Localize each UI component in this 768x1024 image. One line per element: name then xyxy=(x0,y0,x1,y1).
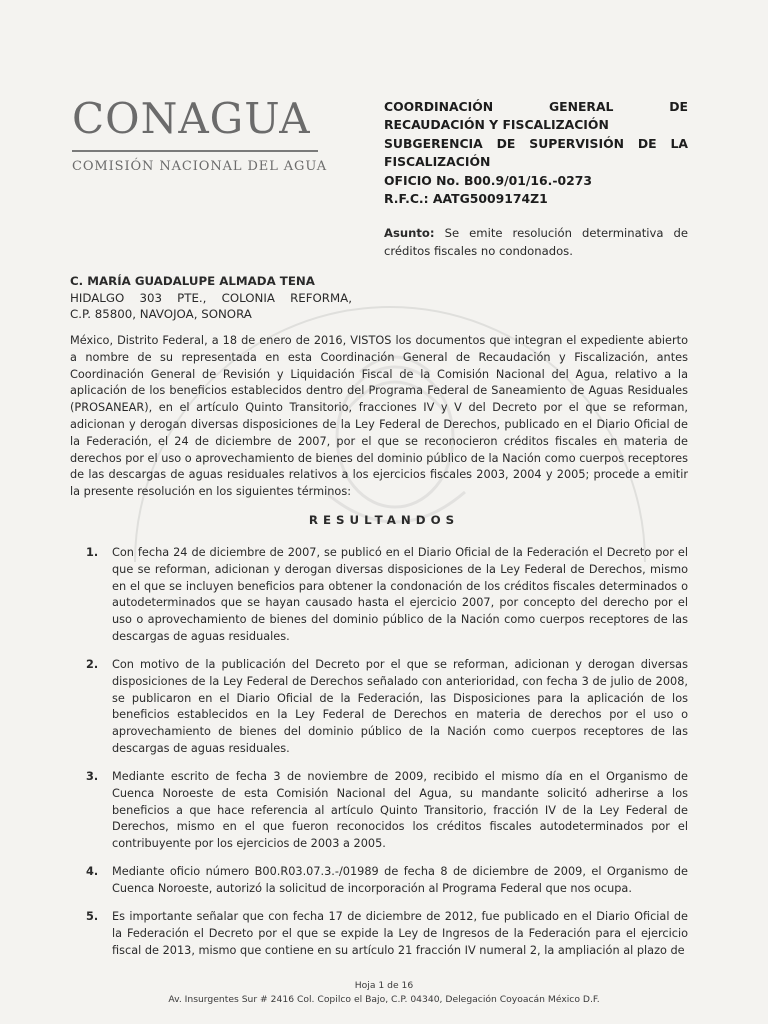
item-number: 2. xyxy=(86,658,99,671)
item-number: 4. xyxy=(86,865,99,878)
addressee-address-2: C.P. 85800, NAVOJOA, SONORA xyxy=(70,307,252,321)
subject-text: Se emite resolución determinativa de créditos fiscales no condonados. xyxy=(384,226,689,258)
conagua-logo: CONAGUA xyxy=(72,94,311,143)
logo-subtitle: COMISIÓN NACIONAL DEL AGUA xyxy=(72,159,328,174)
rfc: R.F.C.: AATG5009174Z1 xyxy=(384,191,548,207)
section-title: RESULTANDOS xyxy=(308,513,460,527)
footer-address: Av. Insurgentes Sur # 2416 Col. Copilco el Bajo, C.P. 04340, Delegación Coyoacán México D.F. xyxy=(168,994,600,1005)
item-text: Es importante señalar que con fecha 17 de diciembre de 2012, fue publicado en el Diario Oficial de la Federación el Decreto por el que se expide la Ley de Ingresos de la Federación para el ejercicio fiscal de 2013, mismo que contiene en su artículo 21 fracción IV numeral 2, la ampliación al plazo de xyxy=(112,910,688,957)
item-number: 5. xyxy=(86,910,99,923)
addressee-address-1: HIDALGO 303 PTE., COLONIA REFORMA, xyxy=(70,290,352,305)
header-line-2: RECAUDACIÓN Y FISCALIZACIÓN xyxy=(384,117,609,133)
header-line-4: FISCALIZACIÓN xyxy=(384,154,491,170)
subject-label: Asunto: xyxy=(384,226,435,240)
document-header xyxy=(384,98,688,208)
oficio-number: OFICIO No. B00.9/01/16.-0273 xyxy=(384,172,592,188)
item-text: Mediante escrito de fecha 3 de noviembre de 2009, recibido el mismo día en el Organismo de Cuenca Noroeste de esta Comisión Nacional del Agua, su mandante solicitó adherirse a los beneficios a que hace referencia al artículo Quinto Transitorio, fracción IV de la Ley Federal de Derechos, mismo en el que fueron reconocidos los créditos fiscales autodeterminados por el contribuyente por los ejercicios de 2003 a 2005. xyxy=(112,770,688,851)
intro-paragraph: México, Distrito Federal, a 18 de enero de 2016, VISTOS los documentos que integran el expediente abierto a nombre de su representada en esta Coordinación General de Recaudación y Fiscalización, antes Coordinación General de Revisión y Liquidación Fiscal de la Comisión Nacional del Agua, relativo a la aplicación de los beneficios establecidos dentro del Programa Federal de Saneamiento de Aguas Residuales (PROSANEAR), en el artículo Quinto Transitorio, fracciones IV y V del Decreto por el que se reforman, adicionan y derogan diversas disposiciones de la Ley Federal de Derechos, publicado en el Diario Oficial de la Federación, el 24 de diciembre de 2007, por el que se reconocieron créditos fiscales en materia de derechos por el uso o aprovechamiento de bienes del dominio público de la Nación como cuerpos receptores de las descargas de aguas residuales relativos a los ejercicios fiscales 2003, 2004 y 2005; procede a emitir la presente resolución en los siguientes términos: xyxy=(70,334,688,499)
header-line-3: SUBGERENCIA DE SUPERVISIÓN DE LA xyxy=(384,135,688,151)
page-number: Hoja 1 de 16 xyxy=(354,980,414,991)
subject xyxy=(384,225,688,260)
item-text: Con motivo de la publicación del Decreto por el que se reforman, adicionan y derogan diversas disposiciones de la Ley Federal de Derechos señalado con anterioridad, con fecha 3 de julio de 2008, se publicaron en el Diario Oficial de la Federación, las Disposiciones para la aplicación de los beneficios establecidos en la Ley Federal de Derechos en materia de derechos por el uso o aprovechamiento de bienes del dominio público de la Nación como cuerpos receptores de las descargas de aguas residuales. xyxy=(112,658,688,755)
logo-divider xyxy=(72,150,318,152)
addressee-name: C. MARÍA GUADALUPE ALMADA TENA xyxy=(70,274,315,288)
list-item xyxy=(86,657,688,758)
item-text: Con fecha 24 de diciembre de 2007, se publicó en el Diario Oficial de la Federación el Decreto por el que se reforman, adicionan y derogan diversas disposiciones de la Ley Federal de Derechos, mismo en el que se incluyen beneficios para obtener la condonación de los créditos fiscales determinados o autodeterminados que se hayan causado hasta el ejercicio 2007, por concepto del derecho por el uso o aprovechamiento de bienes del dominio público de la Nación como cuerpos receptores de las descargas de aguas residuales. xyxy=(112,546,688,643)
list-item xyxy=(86,864,688,898)
list-item xyxy=(86,545,688,646)
header-line-1: COORDINACIÓN GENERAL DE xyxy=(384,99,688,114)
item-text: Mediante oficio número B00.R03.07.3.-/01989 de fecha 8 de diciembre de 2009, el Organismo de Cuenca Noroeste, autorizó la solicitud de incorporación al Programa Federal que nos ocupa. xyxy=(112,865,688,895)
addressee-block xyxy=(70,273,352,323)
item-number: 1. xyxy=(86,546,99,559)
list-item xyxy=(86,909,688,959)
list-item xyxy=(86,769,688,853)
item-number: 3. xyxy=(86,770,99,783)
